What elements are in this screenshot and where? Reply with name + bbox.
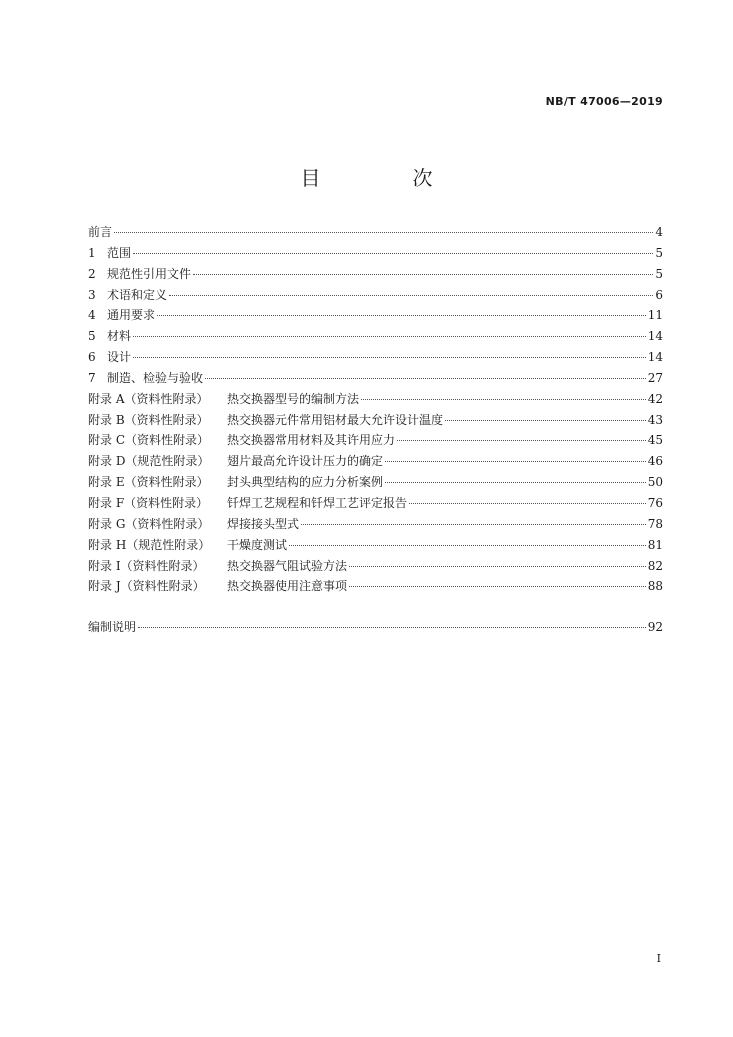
toc-entry-label: 封头典型结构的应力分析案例 bbox=[227, 475, 384, 490]
toc-entry-number: 5 bbox=[88, 329, 96, 344]
toc-leader-dots bbox=[409, 502, 646, 504]
toc-entry[interactable] bbox=[88, 515, 663, 536]
toc-appendix-prefix: 附录 A（资料性附录） bbox=[88, 391, 209, 406]
toc-entry-page: 76 bbox=[647, 495, 663, 510]
toc-entry[interactable] bbox=[88, 431, 663, 452]
toc-entry-page: 27 bbox=[647, 370, 663, 385]
toc-entry[interactable] bbox=[88, 494, 663, 515]
toc-entry-label: 术语和定义 bbox=[107, 287, 168, 302]
toc-entry-page: 42 bbox=[647, 391, 663, 406]
toc-entry[interactable] bbox=[88, 286, 663, 307]
toc-appendix-prefix: 附录 G（资料性附录） bbox=[88, 516, 210, 531]
toc-entry[interactable] bbox=[88, 577, 663, 598]
toc-appendix-prefix: 附录 E（资料性附录） bbox=[88, 475, 209, 490]
toc-entry[interactable] bbox=[88, 452, 663, 473]
toc-leader-dots bbox=[289, 544, 646, 546]
toc-entry[interactable] bbox=[88, 473, 663, 494]
toc-entry-page: 92 bbox=[647, 620, 663, 635]
toc-leader-dots bbox=[133, 335, 646, 337]
toc-entry-page: 43 bbox=[647, 412, 663, 427]
toc-entry-page: 45 bbox=[647, 433, 663, 448]
toc-leader-dots bbox=[133, 252, 653, 254]
toc-entry-label: 制造、检验与验收 bbox=[107, 370, 204, 385]
toc-entry-label: 干燥度测试 bbox=[227, 537, 288, 552]
toc-entry-label: 材料 bbox=[107, 329, 132, 344]
toc-entry-label: 通用要求 bbox=[107, 308, 156, 323]
page-number: I bbox=[656, 952, 661, 965]
toc-leader-dots bbox=[361, 398, 646, 400]
toc-appendix-prefix: 附录 B（资料性附录） bbox=[88, 412, 209, 427]
toc-entry-page: 78 bbox=[647, 516, 663, 531]
toc-entry-label: 前言 bbox=[88, 225, 113, 239]
toc-appendix-prefix: 附录 D（规范性附录） bbox=[88, 454, 210, 469]
toc-appendix-prefix: 附录 F（资料性附录） bbox=[88, 495, 209, 510]
toc-entry-label: 钎焊工艺规程和钎焊工艺评定报告 bbox=[227, 495, 408, 510]
toc-leader-dots bbox=[385, 481, 646, 483]
toc-appendix-prefix: 附录 J（资料性附录） bbox=[88, 579, 205, 594]
toc-entry[interactable] bbox=[88, 223, 663, 244]
toc-entry-label: 热交换器元件常用铝材最大允许设计温度 bbox=[227, 412, 444, 427]
toc-entry[interactable] bbox=[88, 306, 663, 327]
table-of-contents bbox=[88, 223, 663, 639]
toc-entry-page: 11 bbox=[647, 308, 663, 323]
toc-entry-number: 7 bbox=[88, 370, 96, 385]
toc-leader-dots bbox=[169, 294, 653, 296]
toc-entry[interactable] bbox=[88, 244, 663, 265]
toc-entry-label: 规范性引用文件 bbox=[107, 266, 192, 281]
toc-entry-label: 热交换器常用材料及其许用应力 bbox=[227, 433, 396, 448]
page-title: 目 次 bbox=[300, 166, 469, 190]
toc-leader-dots bbox=[157, 314, 646, 316]
toc-leader-dots bbox=[114, 231, 653, 233]
toc-entry-page: 14 bbox=[647, 329, 663, 344]
toc-appendix-prefix: 附录 C（资料性附录） bbox=[88, 433, 209, 448]
toc-entry-label: 设计 bbox=[107, 350, 132, 365]
toc-entry-number: 4 bbox=[88, 308, 96, 323]
toc-entry-page: 46 bbox=[647, 454, 663, 469]
toc-entry[interactable] bbox=[88, 536, 663, 557]
toc-entry[interactable] bbox=[88, 348, 663, 369]
toc-entry-page: 50 bbox=[647, 475, 663, 490]
toc-leader-dots bbox=[133, 356, 646, 358]
toc-leader-dots bbox=[445, 419, 646, 421]
toc-entry-page: 6 bbox=[655, 287, 663, 302]
toc-entry[interactable] bbox=[88, 327, 663, 348]
toc-entry-page: 88 bbox=[647, 579, 663, 594]
toc-entry-label: 热交换器气阻试验方法 bbox=[227, 558, 348, 573]
toc-entry-page: 4 bbox=[655, 225, 663, 239]
toc-entry-page: 81 bbox=[647, 537, 663, 552]
toc-leader-dots bbox=[205, 377, 646, 379]
toc-entry-label: 热交换器使用注意事项 bbox=[227, 579, 348, 594]
toc-entry-page: 82 bbox=[647, 558, 663, 573]
toc-leader-dots bbox=[385, 460, 646, 462]
toc-entry-number: 1 bbox=[88, 245, 96, 260]
toc-entry-number: 6 bbox=[88, 350, 96, 365]
toc-leader-dots bbox=[397, 439, 646, 441]
toc-entry-compilation-notes[interactable] bbox=[88, 618, 663, 639]
toc-entry-label: 焊接接头型式 bbox=[227, 516, 300, 531]
toc-entry-page: 5 bbox=[655, 245, 663, 260]
toc-entry[interactable] bbox=[88, 557, 663, 578]
toc-entry-page: 5 bbox=[655, 266, 663, 281]
toc-entry[interactable] bbox=[88, 265, 663, 286]
toc-entry-number: 3 bbox=[88, 287, 96, 302]
toc-entry-label: 编制说明 bbox=[88, 620, 137, 635]
toc-entry-page: 14 bbox=[647, 350, 663, 365]
standard-code: NB/T 47006—2019 bbox=[545, 95, 663, 108]
toc-entry[interactable] bbox=[88, 411, 663, 432]
toc-leader-dots bbox=[349, 565, 646, 567]
toc-leader-dots bbox=[138, 626, 646, 628]
toc-entry-number: 2 bbox=[88, 266, 96, 281]
toc-entry-label: 热交换器型号的编制方法 bbox=[227, 391, 360, 406]
toc-entry[interactable] bbox=[88, 390, 663, 411]
toc-leader-dots bbox=[301, 523, 646, 525]
toc-leader-dots bbox=[193, 273, 653, 275]
toc-appendix-prefix: 附录 H（规范性附录） bbox=[88, 537, 211, 552]
toc-entry-label: 翅片最高允许设计压力的确定 bbox=[227, 454, 384, 469]
toc-entry-label: 范围 bbox=[107, 245, 132, 260]
toc-entry[interactable] bbox=[88, 369, 663, 390]
toc-appendix-prefix: 附录 I（资料性附录） bbox=[88, 558, 205, 573]
toc-leader-dots bbox=[349, 585, 646, 587]
